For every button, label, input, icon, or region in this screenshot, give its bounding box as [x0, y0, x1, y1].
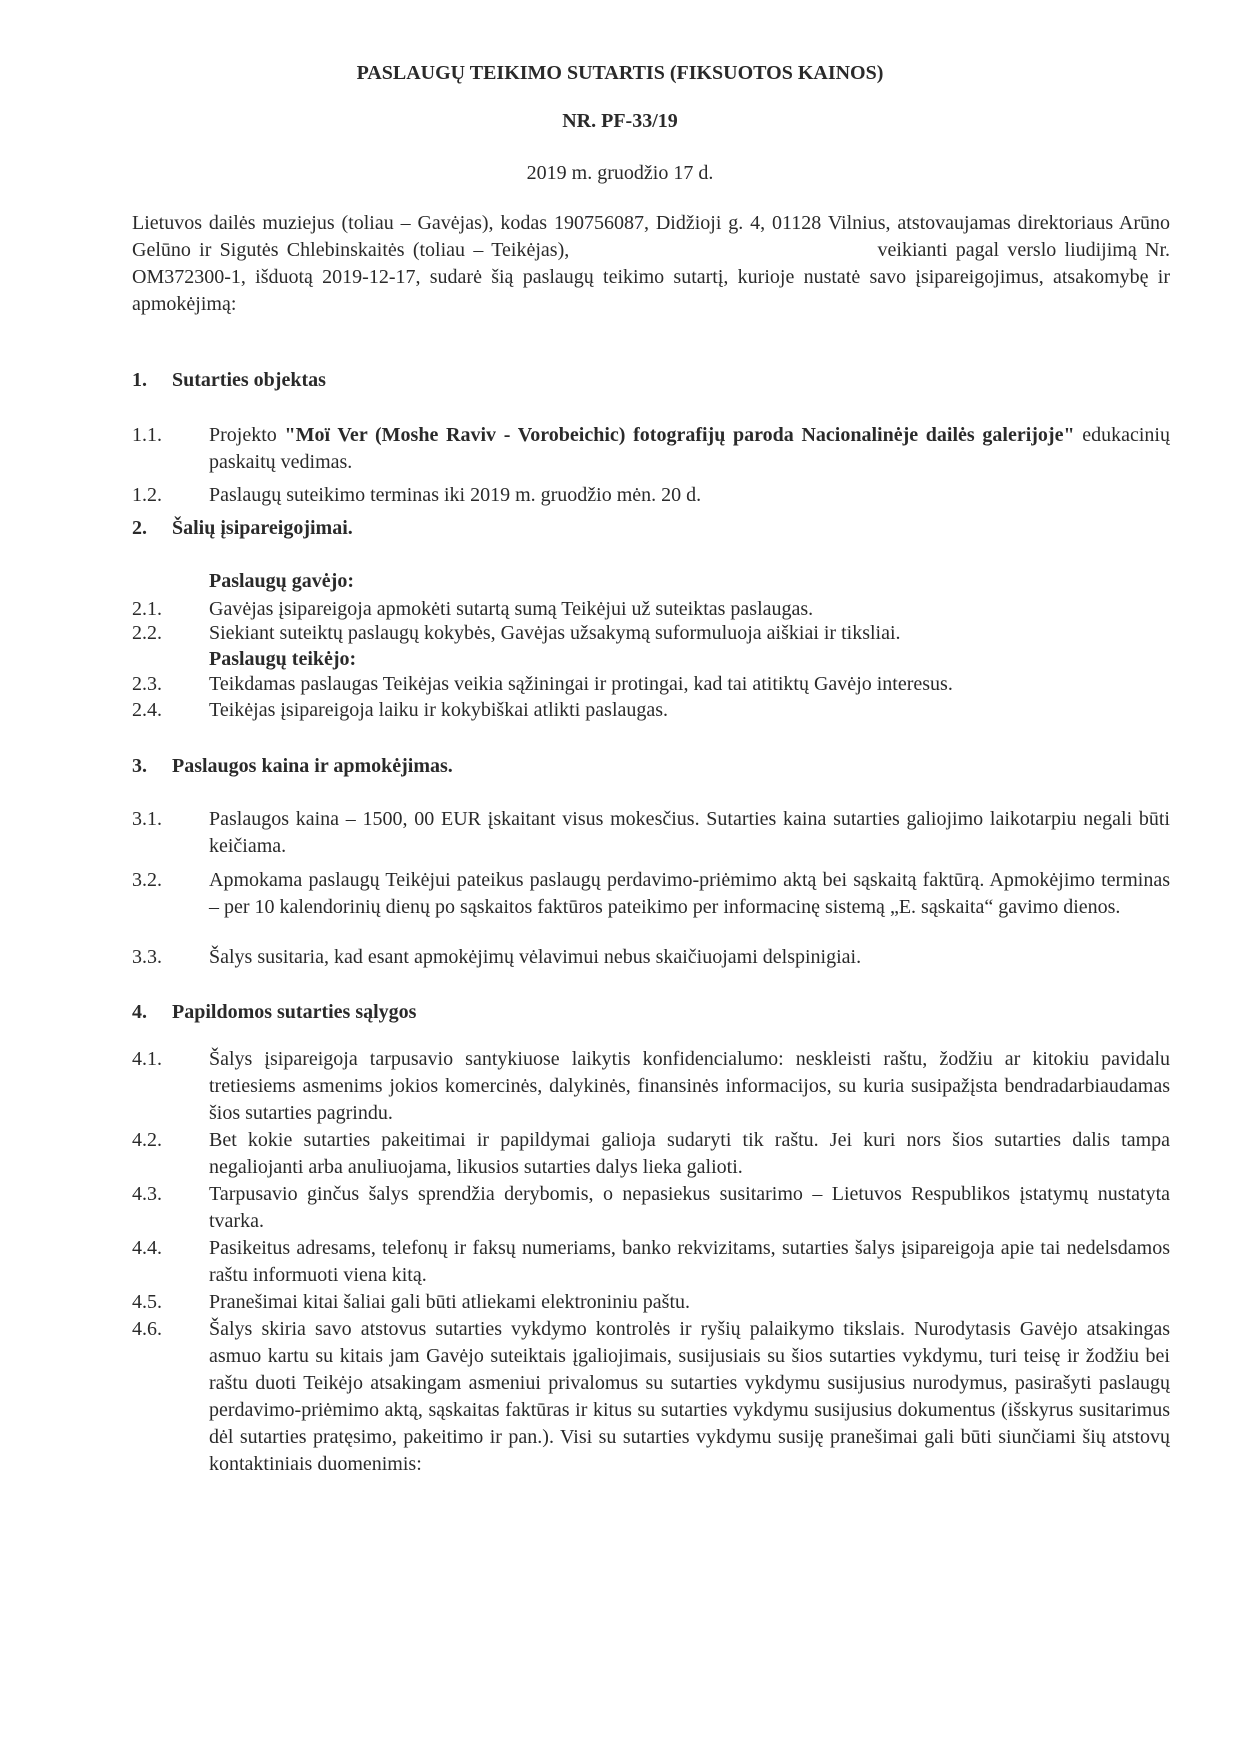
clause-3-3 [132, 944, 1170, 971]
section-number: 1. [132, 369, 147, 391]
clause-4-6 [132, 1316, 1170, 1478]
contract-date: 2019 m. gruodžio 17 d. [526, 162, 714, 184]
section-title: Papildomos sutarties sąlygos [172, 1001, 417, 1023]
intro-license: veikianti pagal verslo liudijimą Nr. OM372300-1, išduotą 2019-12-17, sudarė šią paslaugų teikimo sutartį, kurioje nustatė savo įsipareigojimus, atsakomybę ir apmokėjimą: [132, 239, 1171, 315]
clause-number: 2.3. [132, 673, 162, 695]
clause-3-2 [132, 867, 1170, 921]
clause-number: 2.1. [132, 598, 162, 620]
clause-text: Gavėjas įsipareigoja apmokėti sutartą sumą Teikėjui už suteiktas paslaugas. [209, 598, 814, 620]
clause-3-1 [132, 806, 1170, 860]
section-title: Šalių įsipareigojimai. [172, 517, 353, 539]
clause-number: 4.5. [132, 1291, 162, 1313]
clause-text: Teikėjas įsipareigoja laiku ir kokybiškai atlikti paslaugas. [209, 699, 669, 721]
section-2-heading [132, 515, 353, 542]
section-1-heading [132, 367, 326, 394]
intro-parties: Lietuvos dailės muziejus (toliau – Gavėjas), kodas 190756087, Didžioji g. 4, 01128 Vilnius, atstovaujamas direktoriaus Arūno Gelūno ir Sigutės Chlebinskaitės (toliau – Teikėjas), [132, 212, 1170, 261]
clause-text: Apmokama paslaugų Teikėjui pateikus paslaugų perdavimo-priėmimo aktą bei sąskaitą faktūrą. Apmokėjimo terminas – per 10 kalendorinių dienų po sąskaitos faktūros pateikimo per informacinę sistemą „E. sąskaita“ gavimo dienos. [209, 869, 1170, 918]
clause-4-3 [132, 1181, 1170, 1235]
section-number: 4. [132, 1001, 147, 1023]
section-4-heading [132, 999, 416, 1026]
contract-number: NR. PF-33/19 [562, 110, 678, 132]
clause-text: Šalys susitaria, kad esant apmokėjimų vėlavimui nebus skaičiuojami delspinigiai. [209, 946, 862, 968]
clause-text: Šalys skiria savo atstovus sutarties vykdymo kontrolės ir ryšių palaikymo tikslais. Nurodytasis Gavėjo atsakingas asmuo kartu su kitais jam Gavėjo suteiktais įgaliojimais, susijusiais su šios sutarties vykdymu, turi teisę ir žodžiu bei raštu duoti Teikėjo atsakingam asmeniui privalomus su sutarties vykdymu susijusius nurodymus, pasirašyti paslaugų perdavimo-priėmimo aktą, sąskaitas faktūras ir kitus su sutarties vykdymu susijusius dokumentus (išskyrus susitarimus dėl sutarties pratęsimo, pakeitimo ir pan.). Visi su sutarties vykdymu susiję pranešimai gali būti siunčiami šių atstovų kontaktiniais duomenimis: [209, 1318, 1170, 1475]
project-title: "Moï Ver (Moshe Raviv - Vorobeichic) fotografijų paroda Nacionalinėje dailės galerijoje" [284, 424, 1075, 446]
clause-text: Tarpusavio ginčus šalys sprendžia derybomis, o nepasiekus susitarimo – Lietuvos Respublikos įstatymų nustatyta tvarka. [209, 1183, 1170, 1232]
clause-number: 2.4. [132, 699, 162, 721]
subheading-receiver: Paslaugų gavėjo: [209, 570, 354, 592]
clause-4-1 [132, 1046, 1170, 1127]
clause-text: Paslaugų suteikimo terminas iki 2019 m. gruodžio mėn. 20 d. [209, 484, 702, 506]
section-title: Sutarties objektas [172, 369, 326, 391]
clause-text: Bet kokie sutarties pakeitimai ir papildymai galioja sudaryti tik raštu. Jei kuri nors šios sutarties dalis tampa negaliojanti arba anuliuojama, likusios sutarties dalys lieka galioti. [209, 1129, 1170, 1178]
clause-text: Siekiant suteiktų paslaugų kokybės, Gavėjas užsakymą suformuluoja aiškiai ir tiksliai. [209, 622, 901, 644]
clause-text: Teikdamas paslaugas Teikėjas veikia sąžiningai ir protingai, kad tai atitiktų Gavėjo interesus. [209, 673, 953, 695]
clause-1-2 [132, 482, 1170, 509]
clause-number: 4.3. [132, 1183, 162, 1205]
clause-number: 1.2. [132, 484, 162, 506]
clause-number: 4.1. [132, 1048, 162, 1070]
clause-4-4 [132, 1235, 1170, 1289]
clause-2-1 [132, 596, 1170, 623]
clause-text-pre: Projekto [209, 424, 285, 446]
subheading-provider: Paslaugų teikėjo: [209, 648, 357, 670]
clause-number: 1.1. [132, 424, 162, 446]
clause-text-post: edukacinių paskaitų vedimas. [209, 424, 1170, 473]
section-number: 3. [132, 755, 147, 777]
clause-text: Pasikeitus adresams, telefonų ir faksų numeriams, banko rekvizitams, sutarties šalys įsipareigoja apie tai nedelsdamos raštu informuoti viena kitą. [209, 1237, 1170, 1286]
clause-text: Pranešimai kitai šaliai gali būti atliekami elektroniniu paštu. [209, 1291, 690, 1313]
clause-2-2 [132, 620, 1170, 647]
clause-number: 4.2. [132, 1129, 162, 1151]
section-title: Paslaugos kaina ir apmokėjimas. [172, 755, 453, 777]
clause-4-5 [132, 1289, 1170, 1316]
section-number: 2. [132, 517, 147, 539]
clause-text: Paslaugos kaina – 1500, 00 EUR įskaitant visus mokesčius. Sutarties kaina sutarties galiojimo laikotarpiu negali būti keičiama. [209, 808, 1170, 857]
clause-number: 3.2. [132, 869, 162, 891]
clause-text: Šalys įsipareigoja tarpusavio santykiuose laikytis konfidencialumo: neskleisti raštu, žodžiu ar kitokiu pavidalu tretiesiems asmenims jokios komercinės, dalykinės, finansinės informacijos, su kuria susipažįsta bendradarbiaudamas šios sutarties pagrindu. [209, 1048, 1170, 1124]
clause-2-4 [132, 697, 1170, 724]
clause-number: 4.4. [132, 1237, 162, 1259]
clause-number: 3.3. [132, 946, 162, 968]
clause-text [209, 422, 1170, 476]
clause-2-3 [132, 671, 1170, 698]
clause-4-2 [132, 1127, 1170, 1181]
clause-number: 2.2. [132, 622, 162, 644]
clause-1-1 [132, 422, 1170, 476]
intro-paragraph [132, 210, 1170, 318]
document-title: PASLAUGŲ TEIKIMO SUTARTIS (FIKSUOTOS KAINOS) [356, 62, 884, 84]
clause-number: 4.6. [132, 1318, 162, 1340]
section-3-heading [132, 753, 453, 780]
clause-number: 3.1. [132, 808, 162, 830]
